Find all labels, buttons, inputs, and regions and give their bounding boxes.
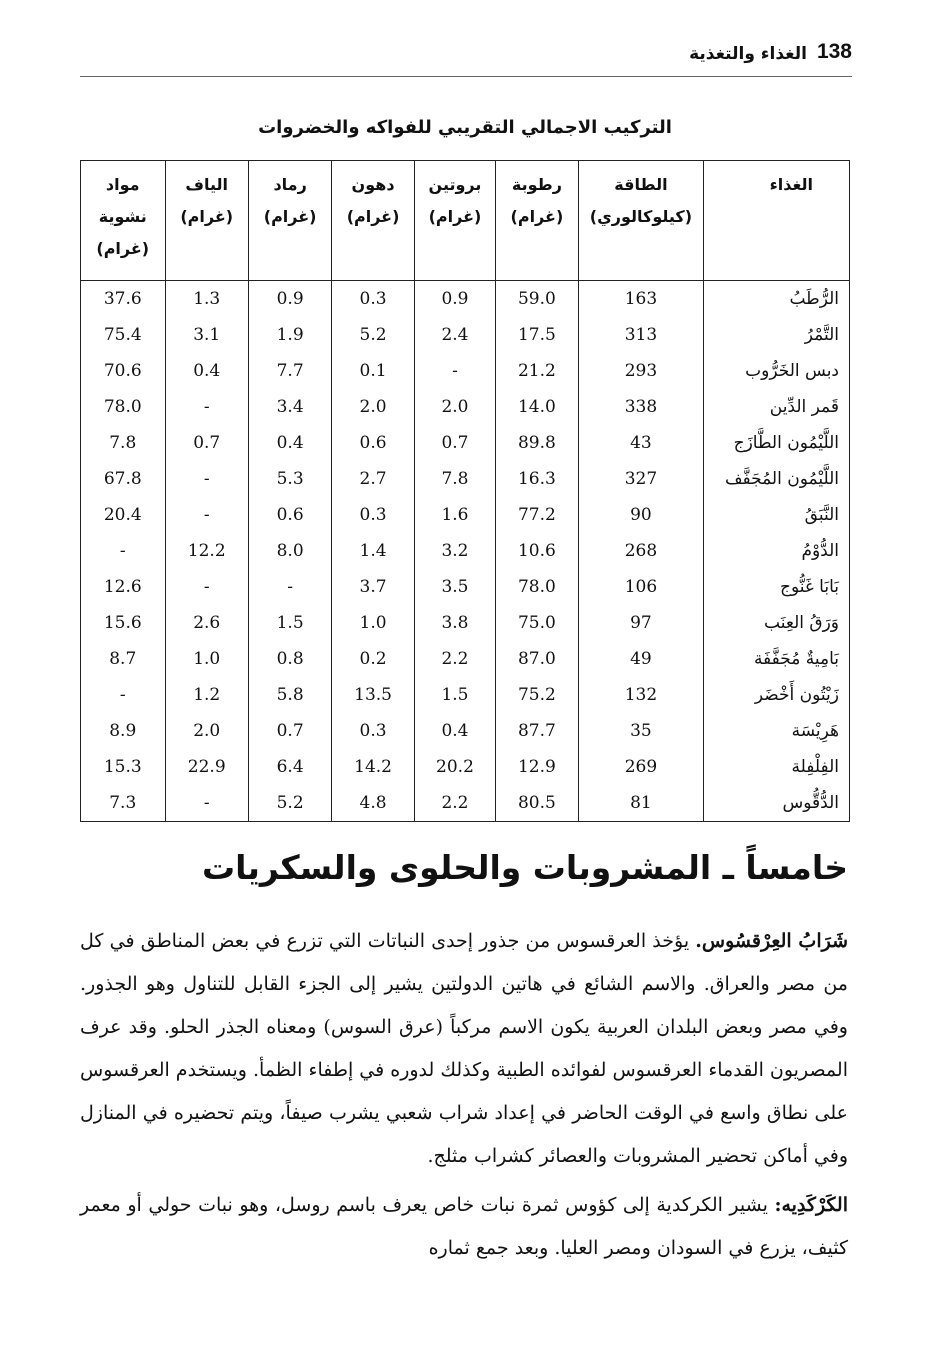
value-cell: 2.7 — [332, 461, 414, 497]
food-name-cell: الدُّوْمُ — [704, 533, 850, 569]
value-cell: 3.4 — [248, 389, 331, 425]
table-row — [81, 497, 850, 533]
value-cell: 7.8 — [81, 425, 166, 461]
column-header-line: بروتين — [428, 175, 482, 194]
column-header-line: رطوبة — [511, 175, 562, 194]
value-cell: - — [81, 677, 166, 713]
table-row — [81, 749, 850, 785]
value-cell: 13.5 — [332, 677, 414, 713]
value-cell: 327 — [578, 461, 704, 497]
value-cell: 37.6 — [81, 281, 166, 318]
value-cell: 269 — [578, 749, 704, 785]
value-cell: 75.4 — [81, 317, 166, 353]
food-name-cell: قَمر الدِّين — [704, 389, 850, 425]
value-cell: 81 — [578, 785, 704, 822]
value-cell: 8.9 — [81, 713, 166, 749]
food-name-cell: هَرِيْسَة — [704, 713, 850, 749]
value-cell: - — [248, 569, 331, 605]
table-row — [81, 677, 850, 713]
value-cell: 106 — [578, 569, 704, 605]
value-cell: 0.3 — [332, 281, 414, 318]
value-cell: 90 — [578, 497, 704, 533]
paragraph-term: شَرَابُ العِرْقسُوس. — [695, 930, 848, 952]
value-cell: 15.3 — [81, 749, 166, 785]
column-header-line: نشوية — [98, 207, 147, 226]
value-cell: 0.6 — [248, 497, 331, 533]
paragraph — [80, 920, 848, 1178]
value-cell: 2.0 — [414, 389, 495, 425]
value-cell: 1.5 — [248, 605, 331, 641]
table-row — [81, 281, 850, 318]
value-cell: 75.2 — [496, 677, 578, 713]
value-cell: 17.5 — [496, 317, 578, 353]
value-cell: 8.0 — [248, 533, 331, 569]
value-cell: - — [81, 533, 166, 569]
value-cell: 268 — [578, 533, 704, 569]
value-cell: 15.6 — [81, 605, 166, 641]
food-name-cell: دبس الخَرُّوب — [704, 353, 850, 389]
value-cell: 75.0 — [496, 605, 578, 641]
value-cell: 0.7 — [414, 425, 495, 461]
table-row — [81, 785, 850, 822]
value-cell: 132 — [578, 677, 704, 713]
page-number: 138 — [816, 40, 852, 63]
column-header-line: مواد — [105, 175, 140, 194]
value-cell: 163 — [578, 281, 704, 318]
value-cell: 12.9 — [496, 749, 578, 785]
food-name-cell: الرُّطَبُ — [704, 281, 850, 318]
value-cell: 0.4 — [248, 425, 331, 461]
value-cell: 0.2 — [332, 641, 414, 677]
value-cell: 16.3 — [496, 461, 578, 497]
value-cell: 67.8 — [81, 461, 166, 497]
column-header-line: دهون — [351, 175, 395, 194]
column-header-line: (كيلوكالوري) — [589, 207, 693, 226]
value-cell: 43 — [578, 425, 704, 461]
value-cell: 7.3 — [81, 785, 166, 822]
column-header — [248, 161, 331, 281]
value-cell: 14.0 — [496, 389, 578, 425]
value-cell: 21.2 — [496, 353, 578, 389]
value-cell: 97 — [578, 605, 704, 641]
value-cell: 20.2 — [414, 749, 495, 785]
value-cell: 35 — [578, 713, 704, 749]
value-cell: 5.2 — [332, 317, 414, 353]
value-cell: 10.6 — [496, 533, 578, 569]
value-cell: 0.3 — [332, 713, 414, 749]
food-name-cell: النَّبَقُ — [704, 497, 850, 533]
value-cell: 0.3 — [332, 497, 414, 533]
table-row — [81, 425, 850, 461]
value-cell: 2.6 — [165, 605, 248, 641]
value-cell: - — [165, 497, 248, 533]
value-cell: 1.5 — [414, 677, 495, 713]
value-cell: 313 — [578, 317, 704, 353]
value-cell: 5.2 — [248, 785, 331, 822]
table-row — [81, 713, 850, 749]
column-header-line: الطاقة — [614, 175, 668, 194]
table-body — [81, 281, 850, 822]
value-cell: 1.6 — [414, 497, 495, 533]
food-name-cell: زَيْتُون أَخْضَر — [704, 677, 850, 713]
table-row — [81, 641, 850, 677]
value-cell: - — [165, 569, 248, 605]
section-heading: خامساً ـ المشروبات والحلوى والسكريات — [201, 848, 848, 887]
food-name-cell: بَامِيةٌ مُجَفَّفَة — [704, 641, 850, 677]
column-header — [578, 161, 704, 281]
value-cell: 3.2 — [414, 533, 495, 569]
table-row — [81, 533, 850, 569]
paragraph-term: الكَرْكَدِيه: — [774, 1194, 848, 1216]
composition-table — [80, 160, 850, 822]
table-row — [81, 317, 850, 353]
column-header — [81, 161, 166, 281]
value-cell: 3.7 — [332, 569, 414, 605]
value-cell: 0.8 — [248, 641, 331, 677]
value-cell: 0.1 — [332, 353, 414, 389]
column-header — [414, 161, 495, 281]
value-cell: 0.7 — [248, 713, 331, 749]
value-cell: 1.3 — [165, 281, 248, 318]
value-cell: 4.8 — [332, 785, 414, 822]
value-cell: 12.2 — [165, 533, 248, 569]
column-header-line: (غرام) — [510, 207, 564, 226]
value-cell: 2.2 — [414, 785, 495, 822]
value-cell: 2.2 — [414, 641, 495, 677]
value-cell: 80.5 — [496, 785, 578, 822]
value-cell: 1.0 — [165, 641, 248, 677]
value-cell: 59.0 — [496, 281, 578, 318]
column-header-line: (غرام) — [96, 239, 150, 258]
value-cell: 7.8 — [414, 461, 495, 497]
value-cell: 2.0 — [332, 389, 414, 425]
table-row — [81, 461, 850, 497]
column-header — [704, 161, 850, 281]
table-row — [81, 605, 850, 641]
food-name-cell: الفِلْفِلة — [704, 749, 850, 785]
column-header-line: (غرام) — [263, 207, 317, 226]
column-header-line: (غرام) — [180, 207, 234, 226]
value-cell: 1.9 — [248, 317, 331, 353]
table-row — [81, 353, 850, 389]
table-row — [81, 389, 850, 425]
running-title: الغذاء والتغذية — [689, 44, 807, 64]
column-header — [332, 161, 414, 281]
value-cell: - — [165, 389, 248, 425]
value-cell: 0.9 — [414, 281, 495, 318]
value-cell: 22.9 — [165, 749, 248, 785]
food-name-cell: اللَّيْمُون الطَّازَج — [704, 425, 850, 461]
food-name-cell: بَابَا غَنُّوج — [704, 569, 850, 605]
value-cell: 70.6 — [81, 353, 166, 389]
food-name-cell: التَّمْرُ — [704, 317, 850, 353]
column-header-line: (غرام) — [346, 207, 400, 226]
column-header-line: الياف — [185, 175, 229, 194]
page-header — [0, 40, 852, 64]
value-cell: 49 — [578, 641, 704, 677]
value-cell: 8.7 — [81, 641, 166, 677]
body-text — [80, 920, 848, 1276]
paragraph — [80, 1184, 848, 1270]
value-cell: 1.2 — [165, 677, 248, 713]
value-cell: 0.4 — [414, 713, 495, 749]
value-cell: 3.8 — [414, 605, 495, 641]
header-rule — [80, 76, 852, 77]
value-cell: 5.8 — [248, 677, 331, 713]
table-header-row — [81, 161, 850, 281]
value-cell: 7.7 — [248, 353, 331, 389]
value-cell: 20.4 — [81, 497, 166, 533]
value-cell: 89.8 — [496, 425, 578, 461]
value-cell: 3.1 — [165, 317, 248, 353]
value-cell: 1.0 — [332, 605, 414, 641]
column-header — [496, 161, 578, 281]
value-cell: 2.4 — [414, 317, 495, 353]
value-cell: 2.0 — [165, 713, 248, 749]
value-cell: 78.0 — [81, 389, 166, 425]
value-cell: 6.4 — [248, 749, 331, 785]
value-cell: 14.2 — [332, 749, 414, 785]
value-cell: 78.0 — [496, 569, 578, 605]
paragraph-text: يشير الكركدية إلى كؤوس ثمرة نبات خاص يعرف باسم روسل، وهو نبات حولي أو معمر كثيف، يزرع في السودان ومصر العليا. وبعد جمع ثماره — [80, 1194, 848, 1259]
column-header-line: الغذاء — [769, 175, 813, 194]
value-cell: 0.4 — [165, 353, 248, 389]
table-row — [81, 569, 850, 605]
value-cell: - — [414, 353, 495, 389]
value-cell: 77.2 — [496, 497, 578, 533]
value-cell: 293 — [578, 353, 704, 389]
value-cell: 0.7 — [165, 425, 248, 461]
food-name-cell: اللَّيْمُون المُجَفَّف — [704, 461, 850, 497]
column-header — [165, 161, 248, 281]
food-name-cell: الدُّقُّوس — [704, 785, 850, 822]
value-cell: 12.6 — [81, 569, 166, 605]
value-cell: 87.0 — [496, 641, 578, 677]
value-cell: 5.3 — [248, 461, 331, 497]
value-cell: 1.4 — [332, 533, 414, 569]
value-cell: 0.9 — [248, 281, 331, 318]
value-cell: 338 — [578, 389, 704, 425]
paragraph-text: يؤخذ العرقسوس من جذور إحدى النباتات التي تزرع في بعض المناطق في كل من مصر والعراق. والاسم الشائع في هاتين الدولتين يشير إلى الجزء القابل للتناول وهو الجذور. وفي مصر وبعض البلدان العربية يكون الاسم مركباً (عرق السوس) ومعناه الجذر الحلو. وقد عرف المصريون القدماء العرقسوس لفوائده الطبية وكذلك لدوره في إطفاء الظمأ. ويستخدم العرقسوس على نطاق واسع في الوقت الحاضر في إعداد شراب شعبي يشرب صيفاً، ويتم تحضيره في المنازل وفي أماكن تحضير المشروبات والعصائر كشراب مثلج. — [80, 930, 848, 1167]
value-cell: - — [165, 461, 248, 497]
value-cell: 87.7 — [496, 713, 578, 749]
table-title: التركيب الاجمالي التقريبي للفواكه والخضروات — [258, 117, 672, 138]
value-cell: 0.6 — [332, 425, 414, 461]
food-name-cell: وَرَقُ العِنَب — [704, 605, 850, 641]
column-header-line: رماد — [273, 175, 307, 194]
value-cell: - — [165, 785, 248, 822]
column-header-line: (غرام) — [428, 207, 482, 226]
value-cell: 3.5 — [414, 569, 495, 605]
